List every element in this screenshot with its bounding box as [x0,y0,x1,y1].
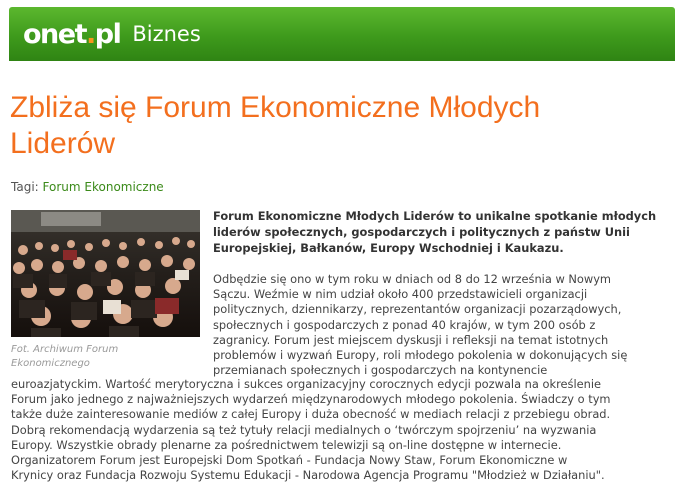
conference-audience-image [11,210,200,337]
site-header [9,7,675,61]
tag-link[interactable]: Forum Ekonomiczne [42,180,164,194]
body-line: przemianach społecznych i gospodarczych na kontynencie [213,363,548,378]
body-line: Organizatorem Forum jest Europejski Dom Spotkań - Fundacja Nowy Staw, Forum Ekonomiczne w [11,453,568,468]
logo-main: onet [23,18,86,50]
body-line: także duże zainteresowanie mediów z całej Europy i duża obecność w mediach relacji z przebiegu obrad. [11,407,611,422]
body-line: Europy. Wszystkie obrady plenarne za pośrednictwem telewizji są on-line dostępne w internecie. [11,437,562,452]
tags-row [11,180,164,194]
photo-caption: Fot. Archiwum Forum Ekonomicznego [11,344,119,369]
logo-tld: pl [94,18,121,50]
body-line: Krynicy oraz Fundacja Rozwoju Systemu Edukacji - Narodowa Agencja Programu "Młodzież w Działaniu". [11,468,605,483]
article-lead [213,208,673,256]
body-line: Dobrą rekomendacją wydarzenia są też tytuły relacji medialnych o ‘twórczym spojrzeniu’ na wyzwania [11,422,597,437]
logo-dot: . [86,18,95,50]
tags-label: Tagi: [11,180,39,194]
lead-line: Forum Ekonomiczne Młodych Liderów to unikalne spotkanie młodych [213,209,657,223]
article-body-wide [11,377,675,483]
body-line: euroazjatyckim. Wartość merytoryczna i sukces organizacyjny corocznych edycji pozwala na określenie [11,377,602,391]
body-line: Sączu. Weźmie w nim udział około 400 przedstawicieli organizacji [213,287,588,302]
article-body-narrow [213,272,675,378]
title-line: Liderów [10,127,116,160]
section-title[interactable]: Biznes [132,21,201,46]
body-line: problemów i wyzwań Europy, roli młodego pokolenia w dokonujących się [213,348,628,363]
body-line: społecznych i gospodarczych z ponad 40 krajów, w tym 200 osób z [213,317,596,332]
article-title [10,90,650,162]
onet-logo[interactable] [23,18,121,50]
body-line: Odbędzie się ono w tym roku w dniach od 8 do 12 września w Nowym [213,272,612,286]
article-photo [11,210,200,337]
lead-line: Europejskiej, Bałkanów, Europy Wschodniej i Kaukazu. [213,241,564,255]
body-line: Forum jako jednego z najważniejszych wydarzeń międzynarodowych młodego pokolenia. Świadczy o tym [11,392,611,407]
title-line: Zbliża się Forum Ekonomiczne Młodych [10,91,541,124]
body-line: politycznych, dziennikarzy, reprezentantów organizacji pozarządowych, [213,302,622,317]
lead-line: liderów społecznych, gospodarczych i politycznych z państw Unii [213,225,630,239]
body-line: zagranicy. Forum jest miejscem dyskusji i refleksji na temat istotnych [213,332,609,347]
